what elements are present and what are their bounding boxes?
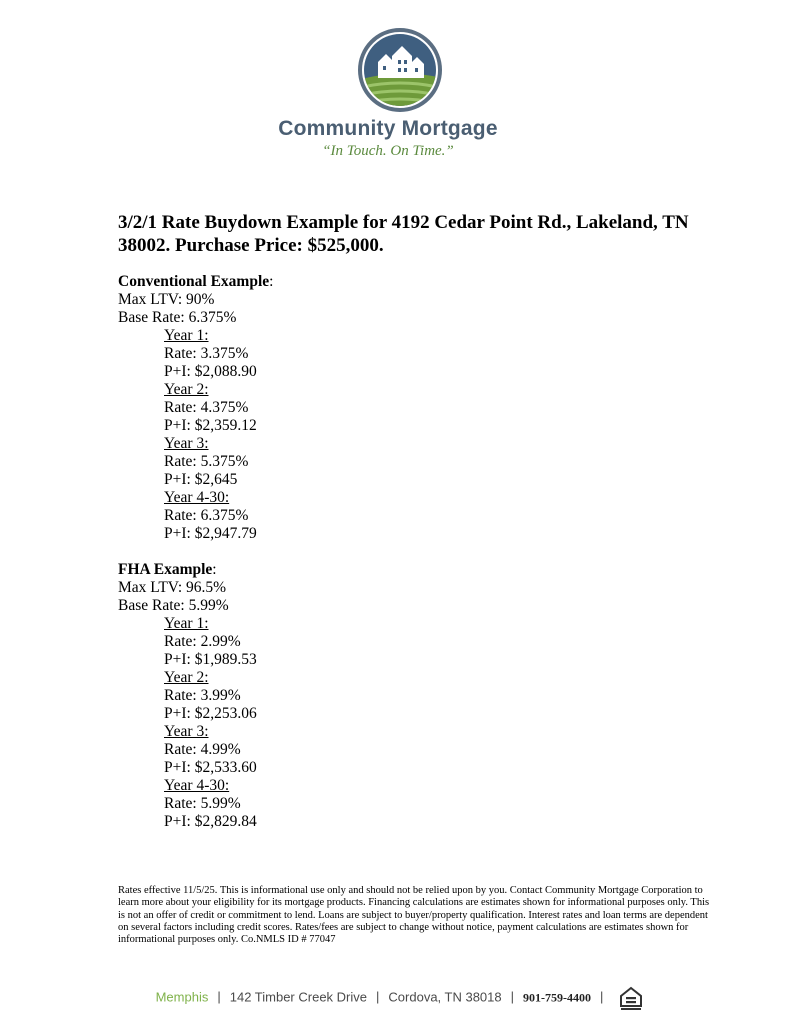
community-mortgage-logo-icon: [358, 28, 442, 112]
fha-year-payment: P+I: $2,829.84: [164, 813, 257, 830]
conventional-year-label: Year 2:: [164, 381, 209, 398]
conventional-year-rate: Rate: 3.375%: [164, 345, 249, 362]
fha-year-label: Year 4-30:: [164, 777, 230, 794]
fha-year-rate: Rate: 2.99%: [164, 633, 241, 650]
page-title: 3/2/1 Rate Buydown Example for 4192 Cedar Point Rd., Lakeland, TN 38002. Purchase Price: $525,000.: [118, 212, 689, 256]
brand-name: Community Mortgage: [278, 117, 498, 140]
conventional-year-payment: P+I: $2,947.79: [164, 525, 257, 542]
fha-year-payment: P+I: $2,253.06: [164, 705, 257, 722]
fha-year-label: Year 1:: [164, 615, 209, 632]
fha-year-rate: Rate: 5.99%: [164, 795, 241, 812]
fha-title-line: FHA Example:: [118, 561, 217, 578]
conventional-year-label: Year 1:: [164, 327, 209, 344]
conventional-section: [118, 273, 678, 543]
conventional-title: Conventional Example: [118, 273, 270, 290]
footer-separator: |: [510, 989, 515, 1005]
fha-section: [118, 561, 678, 831]
conventional-base-rate: Base Rate: 6.375%: [118, 309, 237, 326]
fha-year-rate: Rate: 3.99%: [164, 687, 241, 704]
conventional-year-payment: P+I: $2,359.12: [164, 417, 257, 434]
footer-city: Memphis: [155, 989, 209, 1005]
fha-year-list: [118, 615, 678, 831]
conventional-year-rate: Rate: 4.375%: [164, 399, 249, 416]
conventional-year-payment: P+I: $2,088.90: [164, 363, 257, 380]
fha-year-label: Year 2:: [164, 669, 209, 686]
footer-address: 142 Timber Creek Drive: [229, 989, 368, 1005]
brand-tagline: “In Touch. On Time.”: [322, 143, 454, 159]
conventional-year-label: Year 4-30:: [164, 489, 230, 506]
footer-locality: Cordova, TN 38018: [388, 989, 502, 1005]
fha-max-ltv: Max LTV: 96.5%: [118, 579, 227, 596]
conventional-title-line: Conventional Example:: [118, 273, 274, 290]
fha-year-payment: P+I: $1,989.53: [164, 651, 257, 668]
footer-separator: |: [376, 989, 380, 1005]
conventional-year-rate: Rate: 6.375%: [164, 507, 249, 524]
fha-base-rate: Base Rate: 5.99%: [118, 597, 229, 614]
conventional-year-rate: Rate: 5.375%: [164, 453, 249, 470]
disclaimer: Rates effective 11/5/25. This is informational use only and should not be relied upon by you. Contact Community Mortgage Corporation to learn more about your eligibility for its mortgage products. Financing calculations are estimates shown for informational purposes only. This is not an offer of credit or commitment to lend. Loans are subject to buyer/property qualification. Interest rates and loan terms are dependent on several factors including credit scores. Rates/fees are subject to change without notice, payment calculations are estimates shown for informational purposes only. Co.NMLS ID # 77047: [118, 885, 710, 946]
conventional-year-payment: P+I: $2,645: [164, 471, 238, 488]
logo: [0, 28, 800, 112]
conventional-year-list: [118, 327, 678, 543]
fha-year-rate: Rate: 4.99%: [164, 741, 241, 758]
conventional-year-label: Year 3:: [164, 435, 209, 452]
footer: [0, 985, 800, 1011]
fha-year-label: Year 3:: [164, 723, 209, 740]
footer-phone: 901-759-4400: [523, 990, 592, 1005]
footer-separator: |: [600, 989, 604, 1005]
equal-housing-lender-icon: [618, 985, 644, 1011]
conventional-max-ltv: Max LTV: 90%: [118, 291, 215, 308]
footer-separator: |: [217, 989, 221, 1005]
fha-year-payment: P+I: $2,533.60: [164, 759, 257, 776]
fha-title: FHA Example: [118, 561, 213, 578]
